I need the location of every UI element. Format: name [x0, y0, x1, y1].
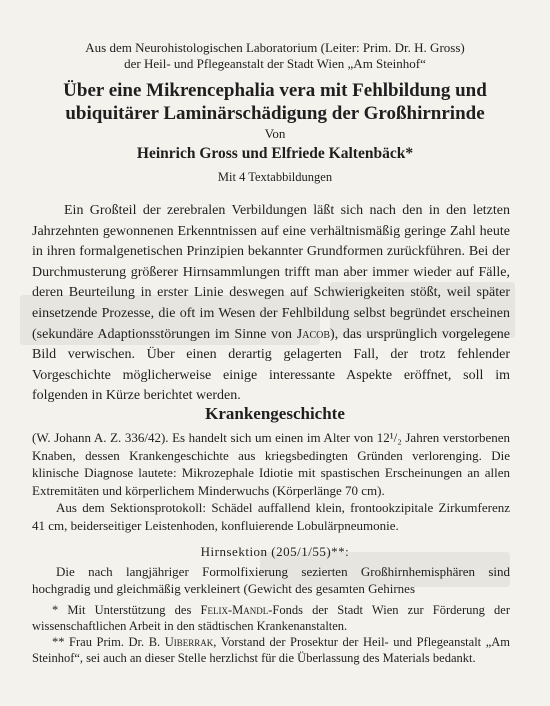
- von-label: Von: [264, 126, 286, 141]
- footnote-2: [32, 634, 510, 666]
- footnote-1: [32, 602, 510, 634]
- intro-paragraph: [32, 201, 510, 407]
- footnote-1-text-a: * Mit Unterstützung des: [52, 603, 192, 617]
- header-line-2: der Heil- und Pflegeanstalt der Stadt Wien „Am Steinhof“: [124, 56, 426, 71]
- figures-note: Mit 4 Textabbildungen: [217, 170, 333, 184]
- footnote-1-fund: Felix-Mandl: [200, 603, 269, 617]
- cited-author-jacob: Jacob: [296, 326, 331, 342]
- article-title: Über eine Mikrencephalia vera mit Fehlbildung und ubiquitärer Laminärschädigung der Großhirnrinde: [63, 80, 487, 124]
- introduction: [32, 201, 510, 407]
- intro-part-2: ), das ursprünglich vorgelegene Bild verwischen. Über einen derartig gelagerten Fall, der trotz fehlender Vorgeschichte möglicherweise einige interessante Aspekte eröffnet, soll im folgenden in Kürze berichtet werden.: [32, 326, 511, 404]
- section-heading: Krankengeschichte: [205, 404, 345, 423]
- subsection-heading: Hirnsektion (205/1/55)**:: [200, 544, 350, 559]
- institution-header: [20, 40, 530, 72]
- footnote-2-name: Uiberrak: [164, 635, 214, 649]
- footnotes: [32, 602, 510, 666]
- case-history: [32, 429, 510, 535]
- article-authors: Heinrich Gross und Elfriede Kaltenbäck*: [136, 145, 414, 162]
- case-paragraph-2: Aus dem Sektionsprotokoll: Schädel auffallend klein, frontookzipitale Zirkumferenz 41 cm, beiderseitiger Leistenhoden, konfluierende Lobulärpneumonie.: [32, 500, 510, 533]
- header-line-1: Aus dem Neurohistologischen Laboratorium (Leiter: Prim. Dr. H. Gross): [85, 40, 465, 55]
- case-paragraph-1: (W. Johann A. Z. 336/42). Es handelt sich um einen im Alter von 12¹/₂ Jahren verstorbenen Knaben, dessen Krankengeschichte aus kriegsbedingten Gründen verlorenging. Die klinische Diagnose lautete: Mikrozephale Idiotie mit spastischen Erscheinungen an allen Extremitäten und körperlichem Minderwuchs (Körperlänge 70 cm).: [32, 430, 510, 498]
- brain-section-paragraph: Die nach langjähriger Formolfixierung sezierten Großhirnhemisphären sind hochgradig und gleichmäßig verkleinert (Gewicht des gesamten Gehirnes: [32, 564, 510, 596]
- footnote-1-text-b: -Fonds der Stadt Wien zur Förderung der wissenschaftlichen Arbeit in den städtischen Krankenanstalten.: [32, 603, 511, 633]
- footnote-2-text-a: ** Frau Prim. Dr. B.: [52, 635, 161, 649]
- intro-part-1: Ein Großteil der zerebralen Verbildungen läßt sich nach den in den letzten Jahrzehnten gewonnenen Erkenntnissen auf eine verhältnismäßig geringe Zahl heute in ihren formalgenetischen Prinzipien bekannter Grundformen zurückführen. Bei der Durchmusterung größerer Hirnsammlungen trifft man aber immer wieder auf Fälle, deren Beurteilung in erster Linie deswegen auf Schwierigkeiten stößt, weil später einsetzende Prozesse, die oft im Wesen der Fehlbildung selbst begründet erscheinen (sekundäre Adaptionsstörungen im Sinne von: [32, 203, 510, 342]
- footnote-2-text-b: , Vorstand der Prosektur der Heil- und Pflegeanstalt „Am Steinhof“, sei auch an dieser Stelle herzlichst für die Überlassung des Materials bedankt.: [32, 635, 511, 665]
